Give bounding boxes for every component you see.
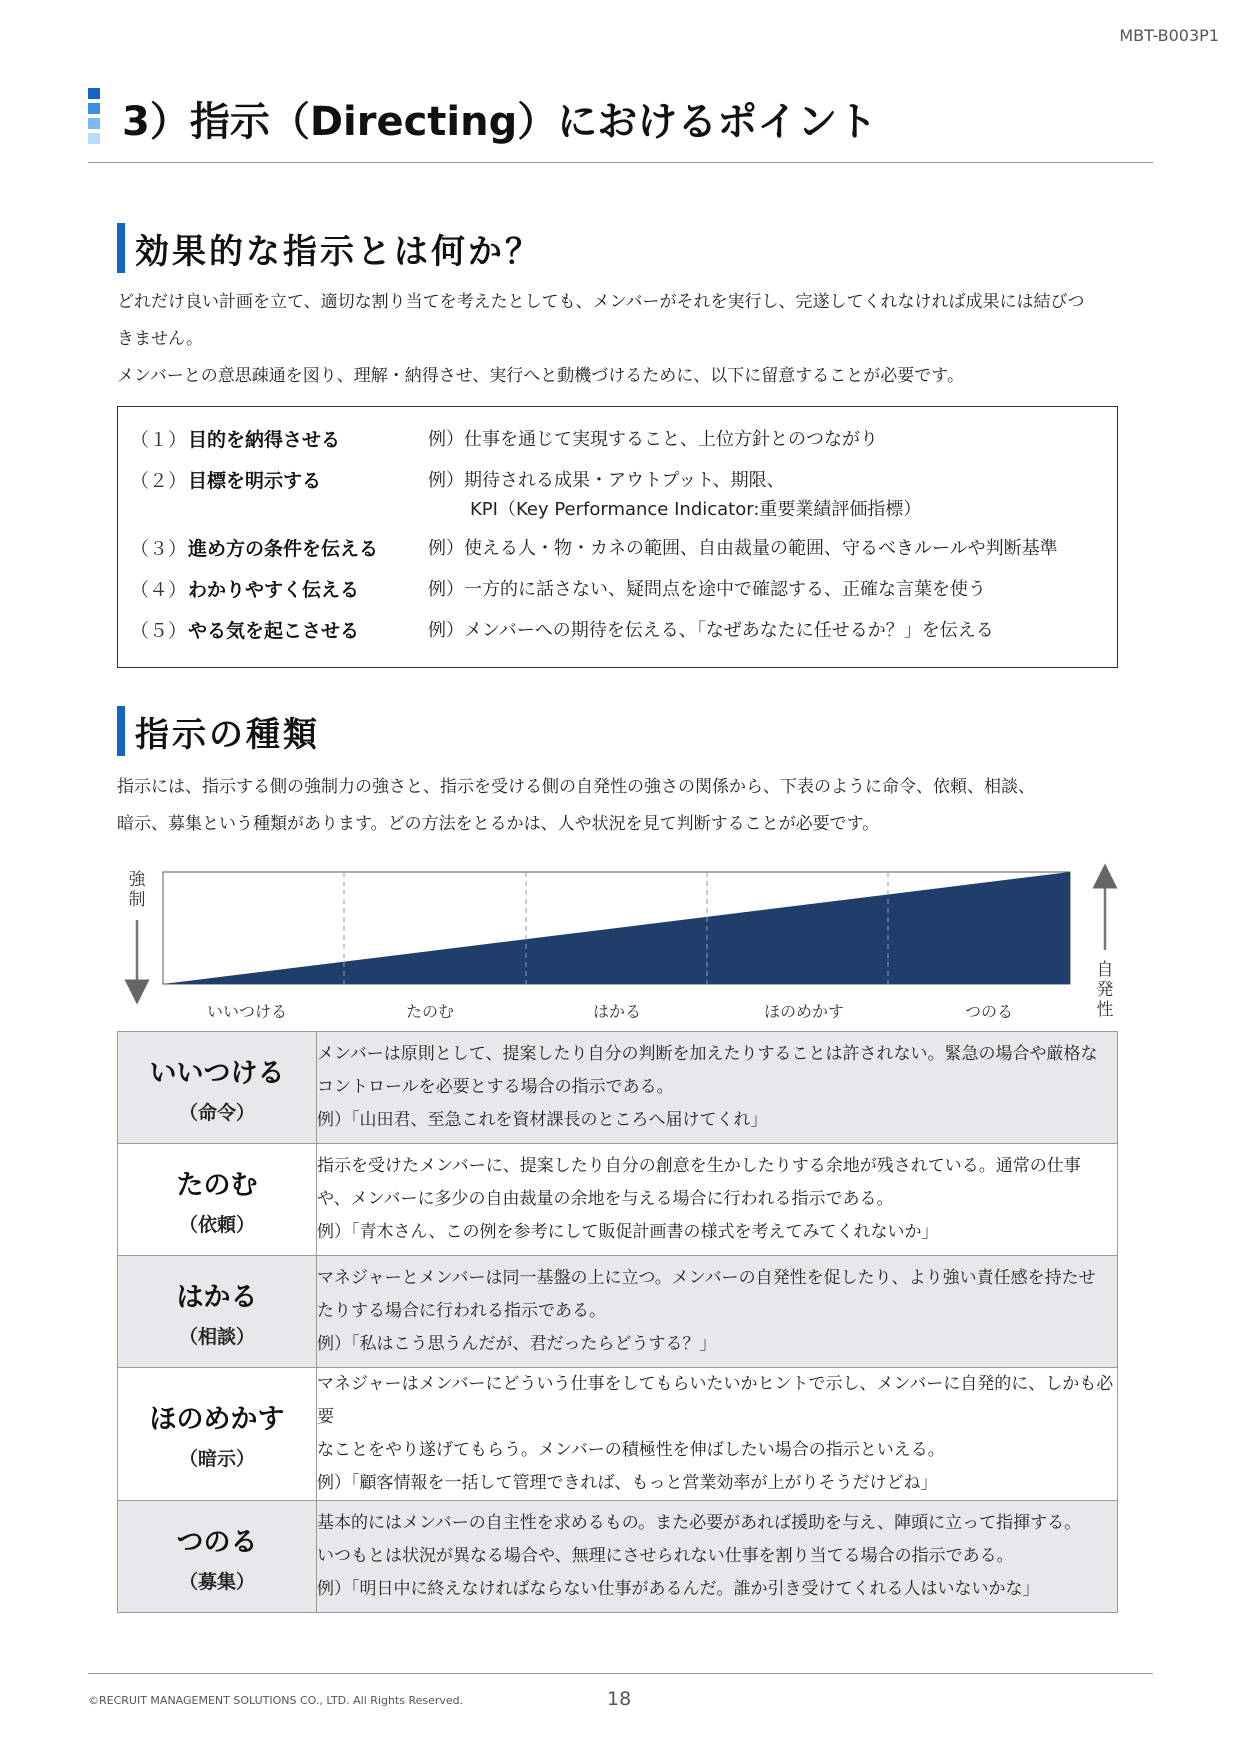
point-row <box>130 575 1107 604</box>
description-line: マネジャーとメンバーは同一基盤の上に立つ。メンバーの自発性を促したり、より強い責任感を持たせ <box>317 1268 1096 1288</box>
point-number: （１） <box>130 429 188 451</box>
description-line: 基本的にはメンバーの自主性を求めるもの。また必要があれば援助を与え、陣頭に立って指揮する。 <box>317 1513 1082 1533</box>
point-row <box>130 466 1107 524</box>
point-example <box>428 466 1107 524</box>
type-name-cell <box>118 1501 317 1613</box>
para-line: 暗示、募集という種類があります。どの方法をとるかは、人や状況を見て判断することが必要です。 <box>117 814 880 834</box>
point-row <box>130 534 1107 563</box>
type-name: いいつける <box>149 1057 285 1089</box>
point-label: 進め方の条件を伝える <box>188 538 379 560</box>
title-bar-block <box>88 118 100 129</box>
description-line: コントロールを必要とする場合の指示である。 <box>317 1077 674 1097</box>
spectrum-label: つのる <box>964 1002 1014 1021</box>
footer-divider <box>88 1673 1153 1674</box>
points-box <box>117 406 1118 668</box>
type-name-cell <box>118 1144 317 1256</box>
spectrum-label: はかる <box>592 1002 642 1021</box>
section-accent-bar <box>117 706 125 756</box>
example-line: 例）使える人・物・カネの範囲、自由裁量の範囲、守るべきルールや判断基準 <box>428 538 1058 559</box>
description-line: 指示を受けたメンバーに、提案したり自分の創意を生かしたりする余地が残されている。通常の仕事 <box>317 1156 1081 1176</box>
page-title: 3）指示（Directing）におけるポイント <box>122 99 878 145</box>
example-line: 例）仕事を通じて実現すること、上位方針とのつながり <box>428 429 878 450</box>
para-line: メンバーとの意思疎通を図り、理解・納得させ、実行へと動機づけるために、以下に留意することが必要です。 <box>117 366 964 386</box>
type-name: つのる <box>176 1526 258 1558</box>
title-accent-bar <box>88 88 100 148</box>
description-line: いつもとは状況が異なる場合や、無理にさせられない仕事を割り当てる場合の指示である。 <box>317 1546 1014 1566</box>
spectrum-wedge <box>163 872 1070 984</box>
example-line: 例）メンバーへの期待を伝える、「なぜあなたに任せるか？」を伝える <box>428 620 994 641</box>
description-line: なことをやり遂げてもらう。メンバーの積極性を伸ばしたい場合の指示といえる。 <box>317 1440 945 1460</box>
autonomy-label: 自発性 <box>1096 960 1114 1020</box>
description-line: マネジャーはメンバーにどういう仕事をしてもらいたいかヒントで示し、メンバーに自発的に、しかも必要 <box>317 1374 1114 1427</box>
example-line: 例）期待される成果・アウトプット、期限、 <box>428 470 785 491</box>
type-description-cell <box>317 1256 1118 1368</box>
example-line: 例）「明日中に終えなければならない仕事があるんだ。誰か引き受けてくれる人はいないかな」 <box>317 1579 1040 1599</box>
example-line: 例）「山田君、至急これを資材課長のところへ届けてくれ」 <box>317 1110 768 1130</box>
section2-paragraph <box>117 769 1127 843</box>
page-number: 18 <box>607 1688 632 1710</box>
title-bar-block <box>88 88 100 99</box>
type-name-cell <box>118 1256 317 1368</box>
title-divider <box>88 162 1153 163</box>
example-line: 例）「青木さん、この例を参考にして販促計画書の様式を考えてみてくれないか」 <box>317 1222 939 1242</box>
description-line: メンバーは原則として、提案したり自分の判断を加えたりすることは許されない。緊急の場合や厳格な <box>317 1044 1098 1064</box>
table-row <box>118 1144 1118 1256</box>
type-description-cell <box>317 1032 1118 1144</box>
type-name: ほのめかす <box>149 1404 285 1435</box>
table-row <box>118 1032 1118 1144</box>
section2-header <box>117 706 320 756</box>
point-row <box>130 425 1107 454</box>
type-name-cell <box>118 1032 317 1144</box>
point-label: やる気を起こさせる <box>188 620 360 642</box>
point-number: （２） <box>130 470 188 492</box>
section1-header <box>117 223 542 273</box>
type-subname: （命令） <box>178 1101 255 1124</box>
type-subname: （暗示） <box>178 1448 255 1470</box>
section-accent-bar <box>117 223 125 273</box>
section1-heading: 効果的な指示とは何か？ <box>135 231 542 272</box>
example-line: 例）「私はこう思うんだが、君だったらどうする？」 <box>317 1334 717 1354</box>
point-number: （４） <box>130 579 188 601</box>
point-label: わかりやすく伝える <box>188 579 360 601</box>
type-subname: （相談） <box>178 1325 255 1348</box>
point-row <box>130 616 1107 645</box>
spectrum-label: たのむ <box>405 1002 455 1021</box>
table-row <box>118 1368 1118 1501</box>
type-name-cell <box>118 1368 317 1501</box>
type-description-cell <box>317 1501 1118 1613</box>
point-label: 目標を明示する <box>188 470 322 492</box>
type-name: たのむ <box>176 1169 258 1201</box>
type-description-cell <box>317 1144 1118 1256</box>
type-subname: （募集） <box>178 1570 255 1593</box>
section1-paragraph <box>117 284 1127 395</box>
coercion-label: 強制 <box>128 870 146 910</box>
point-number: （５） <box>130 620 188 642</box>
type-subname: （依頼） <box>178 1213 255 1236</box>
spectrum-label: ほのめかす <box>763 1002 845 1021</box>
description-line: たりする場合に行われる指示である。 <box>317 1301 606 1321</box>
copyright: ©RECRUIT MANAGEMENT SOLUTIONS CO., LTD. All Rights Reserved. <box>88 1694 464 1707</box>
para-line: きません。 <box>117 329 204 349</box>
point-number: （３） <box>130 538 188 560</box>
table-row <box>118 1256 1118 1368</box>
directive-types-table <box>117 1031 1118 1613</box>
point-example <box>428 575 1107 604</box>
example-line: 例）「顧客情報を一括して管理できれば、もっと営業効率が上がりそうだけどね」 <box>317 1473 938 1493</box>
para-line: 指示には、指示する側の強制力の強さと、指示を受ける側の自発性の強さの関係から、下表のように命令、依頼、相談、 <box>117 777 1035 797</box>
table-row <box>118 1501 1118 1613</box>
point-example <box>428 534 1107 563</box>
point-label: 目的を納得させる <box>188 429 341 451</box>
document-code: MBT-B003P1 <box>1119 26 1219 45</box>
spectrum-label: いいつける <box>206 1002 288 1021</box>
point-example <box>428 425 1107 454</box>
title-bar-block <box>88 133 100 144</box>
example-line: 例）一方的に話さない、疑問点を途中で確認する、正確な言葉を使う <box>428 579 986 600</box>
title-bar-block <box>88 103 100 114</box>
directive-spectrum-diagram <box>117 862 1127 1022</box>
description-line: や、メンバーに多少の自由裁量の余地を与える場合に行われる指示である。 <box>317 1189 894 1209</box>
spectrum-graphic <box>117 862 1127 1022</box>
para-line: どれだけ良い計画を立て、適切な割り当てを考えたとしても、メンバーがそれを実行し、完遂してくれなければ成果には結びつ <box>117 292 1085 312</box>
section2-heading: 指示の種類 <box>135 714 320 755</box>
example-line: KPI（Key Performance Indicator:重要業績評価指標） <box>470 499 922 520</box>
type-description-cell <box>317 1368 1118 1501</box>
type-name: はかる <box>176 1281 258 1313</box>
point-example <box>428 616 1107 645</box>
